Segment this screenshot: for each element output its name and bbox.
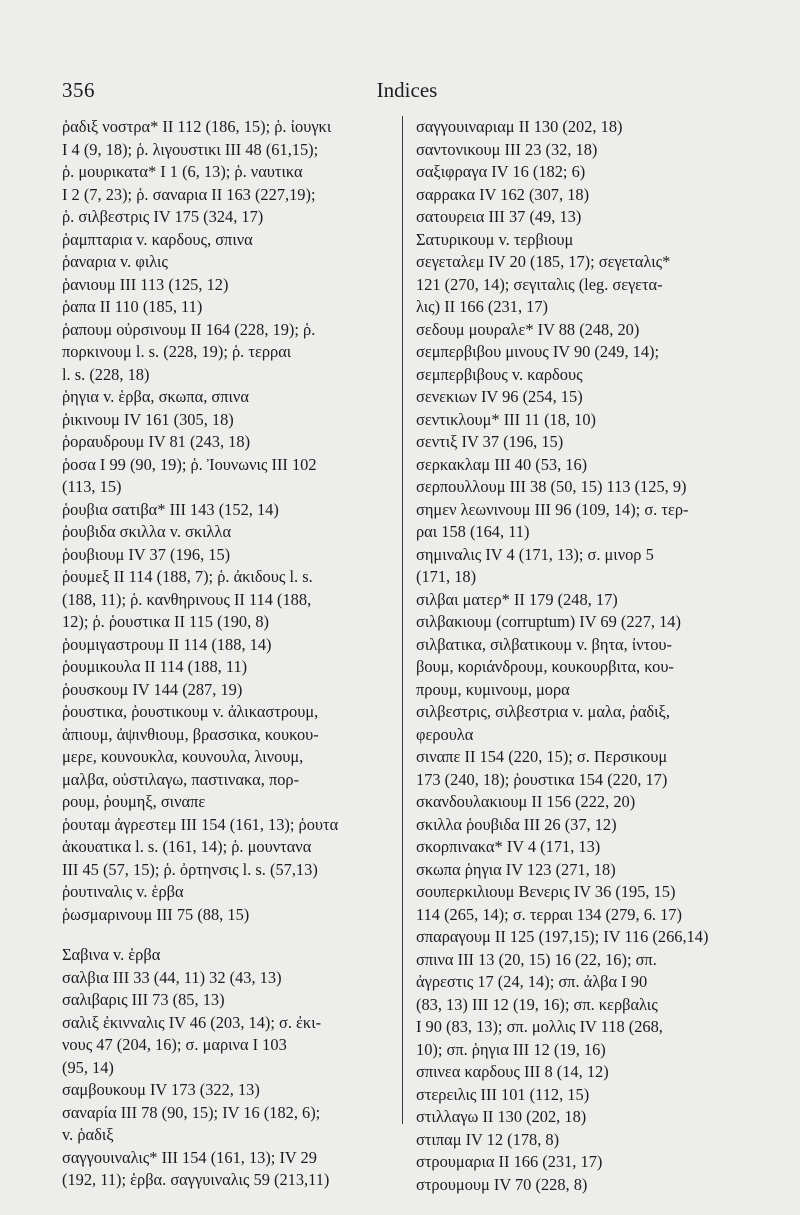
index-line: 12); ῥ. ῥουστικα II 115 (190, 8) bbox=[62, 612, 269, 631]
index-line: ῥοσα I 99 (90, 19); ῥ. Ἰουνωνις III 102 bbox=[62, 454, 317, 474]
index-line: σαλιξ ἐκινναλις IV 46 (203, 14); σ. ἐκι- bbox=[62, 1012, 322, 1032]
index-line: 173 (240, 18); ῥουστικα 154 (220, 17) bbox=[416, 769, 668, 789]
index-line: στιλλαγω II 130 (202, 18) bbox=[416, 1107, 587, 1126]
index-line: ῥανιουμ III 113 (125, 12) bbox=[62, 274, 229, 294]
index-column-right bbox=[416, 116, 756, 1196]
index-line: σημεν λεωνινουμ III 96 (109, 14); σ. τερ- bbox=[416, 499, 689, 519]
index-line: λις) II 166 (231, 17) bbox=[416, 297, 548, 316]
index-line: σιλβαι ματερ* II 179 (248, 17) bbox=[416, 589, 618, 609]
index-line: ῥουμιγαστρουμ II 114 (188, 14) bbox=[62, 634, 272, 654]
index-line: σενεκιων IV 96 (254, 15) bbox=[416, 387, 583, 406]
index-line: σπαραγουμ II 125 (197,15); IV 116 (266,14) bbox=[416, 927, 709, 946]
index-line: ρουμ, ῥουμηξ, σιναπε bbox=[62, 792, 206, 811]
column-divider bbox=[402, 116, 403, 1124]
index-line: σεντιξ IV 37 (196, 15) bbox=[416, 432, 564, 451]
index-line: σαξιφραγα IV 16 (182; 6) bbox=[416, 162, 586, 181]
index-line: σαναρία III 78 (90, 15); IV 16 (182, 6); bbox=[62, 1102, 321, 1122]
index-line: σεμπερβιβους v. καρδους bbox=[416, 364, 583, 384]
index-line: στρουμαρια II 166 (231, 17) bbox=[416, 1152, 603, 1171]
index-line: σκιλλα ῥουβιδα III 26 (37, 12) bbox=[416, 814, 617, 834]
page-number: 356 bbox=[62, 78, 95, 102]
index-line: σιναπε II 154 (220, 15); σ. Περσικουμ bbox=[416, 747, 668, 766]
index-line: Σατυρικουμ v. τερβιουμ bbox=[416, 229, 574, 249]
index-line: ῥικινουμ IV 161 (305, 18) bbox=[62, 409, 234, 429]
index-line: ῥουταμ ἀγρεστεμ III 154 (161, 13); ῥουτα bbox=[62, 814, 339, 834]
index-line: ραι 158 (164, 11) bbox=[416, 522, 530, 541]
index-line: σεντικλουμ* III 11 (18, 10) bbox=[416, 409, 596, 429]
index-line: ἀγρεστις 17 (24, 14); σπ. ἀλβα I 90 bbox=[416, 972, 648, 991]
index-column-left bbox=[62, 116, 402, 1192]
index-line: σεδουμ μουραλε* IV 88 (248, 20) bbox=[416, 319, 640, 339]
index-line: I 90 (83, 13); σπ. μολλις IV 118 (268, bbox=[416, 1017, 663, 1036]
index-line: (83, 13) III 12 (19, 16); σπ. κερβαλις bbox=[416, 994, 658, 1014]
index-line: ῥουβιδα σκιλλα v. σκιλλα bbox=[62, 522, 232, 541]
index-line: σαγγουιναριαμ II 130 (202, 18) bbox=[416, 117, 623, 136]
index-line: νους 47 (204, 16); σ. μαρινα I 103 bbox=[62, 1035, 287, 1054]
index-line: ῥαναρια v. φιλις bbox=[62, 252, 168, 271]
index-line: σημιναλις IV 4 (171, 13); σ. μινορ 5 bbox=[416, 544, 654, 564]
index-line: ῥουσκουμ IV 144 (287, 19) bbox=[62, 679, 243, 699]
index-line: μαλβα, οὐστιλαγω, παστινακα, πορ- bbox=[62, 769, 300, 789]
index-line: (171, 18) bbox=[416, 567, 477, 586]
index-line: ῥουβιουμ IV 37 (196, 15) bbox=[62, 544, 231, 564]
index-line: ῥουμικουλα II 114 (188, 11) bbox=[62, 657, 248, 676]
index-line: φερουλα bbox=[416, 724, 474, 744]
index-line: v. ῥαδιξ bbox=[62, 1125, 114, 1144]
index-line: ῥ. σιλβεστρις IV 175 (324, 17) bbox=[62, 207, 264, 226]
index-line: σαγγουιναλις* III 154 (161, 13); IV 29 bbox=[62, 1147, 317, 1167]
index-line: σκωπα ῥηγια IV 123 (271, 18) bbox=[416, 859, 616, 879]
index-line: (113, 15) bbox=[62, 477, 122, 496]
index-line: ῥηγια v. ἑρβα, σκωπα, σπινα bbox=[62, 387, 249, 406]
index-line: ῥοραυδρουμ IV 81 (243, 18) bbox=[62, 432, 251, 451]
page-header bbox=[62, 78, 752, 104]
index-line: σαντονικουμ III 23 (32, 18) bbox=[416, 139, 598, 159]
index-line: I 2 (7, 23); ῥ. σαναρια II 163 (227,19); bbox=[62, 184, 316, 204]
index-line: 121 (270, 14); σεγιταλις (leg. σεγετα- bbox=[416, 274, 663, 294]
index-line: Σαβινα v. ἑρβα bbox=[62, 945, 161, 964]
index-line: 114 (265, 14); σ. τερραι 134 (279, 6. 17) bbox=[416, 904, 682, 924]
index-line: ἀκουατικα l. s. (161, 14); ῥ. μουντανα bbox=[62, 837, 312, 856]
index-line: βουμ, κοριάνδρουμ, κουκουρβιτα, κου- bbox=[416, 657, 674, 676]
index-line: ῥωσμαρινουμ III 75 (88, 15) bbox=[62, 904, 250, 924]
index-line: σκορπινακα* IV 4 (171, 13) bbox=[416, 837, 601, 856]
index-line: στιπαμ IV 12 (178, 8) bbox=[416, 1129, 560, 1149]
index-line: 10); σπ. ῥηγια III 12 (19, 16) bbox=[416, 1039, 606, 1059]
index-line: σαλβια III 33 (44, 11) 32 (43, 13) bbox=[62, 967, 282, 987]
index-line: μερε, κουνουκλα, κουνουλα, λινουμ, bbox=[62, 747, 304, 766]
index-line: ῥ. μουρικατα* I 1 (6, 13); ῥ. ναυτικα bbox=[62, 162, 303, 181]
index-line: ῥαδιξ νοστρα* II 112 (186, 15); ῥ. ἰουγκι bbox=[62, 117, 332, 136]
index-line: III 45 (57, 15); ῥ. ὀρτηνσις l. s. (57,13) bbox=[62, 859, 318, 879]
index-line: ῥουστικα, ῥουστικουμ v. ἀλικαστρουμ, bbox=[62, 702, 319, 721]
index-line: σερπουλλουμ III 38 (50, 15) 113 (125, 9) bbox=[416, 477, 687, 496]
index-line: σαλιβαρις III 73 (85, 13) bbox=[62, 990, 225, 1009]
index-line: προυμ, κυμινουμ, μορα bbox=[416, 679, 570, 699]
index-line: στρουμουμ IV 70 (228, 8) bbox=[416, 1174, 588, 1194]
running-head: Indices bbox=[376, 78, 438, 102]
index-line: ῥαπουμ οὐρσινουμ II 164 (228, 19); ῥ. bbox=[62, 319, 316, 339]
index-line: (188, 11); ῥ. κανθηρινους II 114 (188, bbox=[62, 589, 312, 609]
index-line: σπινα III 13 (20, 15) 16 (22, 16); σπ. bbox=[416, 949, 657, 969]
index-line: σιλβακιουμ (corruptum) IV 69 (227, 14) bbox=[416, 612, 681, 631]
index-line: σιλβεστρις, σιλβεστρια v. μαλα, ῥαδιξ, bbox=[416, 702, 670, 721]
index-line: ῥουτιναλις v. ἑρβα bbox=[62, 882, 184, 901]
index-line: ῥουβια σατιβα* III 143 (152, 14) bbox=[62, 499, 279, 519]
index-line: ῥαπα II 110 (185, 11) bbox=[62, 297, 203, 316]
index-line: ἀπιουμ, ἀψινθιουμ, βρασσικα, κουκου- bbox=[62, 724, 319, 744]
index-line: σιλβατικα, σιλβατικουμ v. βητα, ἰντου- bbox=[416, 634, 673, 654]
index-line: σεγεταλεμ IV 20 (185, 17); σεγεταλις* bbox=[416, 252, 671, 271]
index-line: ῥουμεξ II 114 (188, 7); ῥ. ἀκιδους l. s. bbox=[62, 567, 313, 586]
index-line: σεμπερβιβου μινους IV 90 (249, 14); bbox=[416, 342, 660, 361]
index-line: πορκινουμ l. s. (228, 19); ῥ. τερραι bbox=[62, 342, 292, 361]
index-line: σαρρακα IV 162 (307, 18) bbox=[416, 184, 590, 204]
index-line: σπινεα καρδους III 8 (14, 12) bbox=[416, 1062, 609, 1081]
index-line: σατουρεια III 37 (49, 13) bbox=[416, 207, 582, 226]
index-line: I 4 (9, 18); ῥ. λιγουστικι III 48 (61,15); bbox=[62, 139, 319, 159]
index-line: σουπερκιλιουμ Βενερις IV 36 (195, 15) bbox=[416, 882, 676, 901]
index-line: (192, 11); ἑρβα. σαγγυιναλις 59 (213,11) bbox=[62, 1170, 330, 1189]
index-line: σκανδουλακιουμ II 156 (222, 20) bbox=[416, 792, 636, 811]
index-line: l. s. (228, 18) bbox=[62, 364, 150, 384]
index-line: (95, 14) bbox=[62, 1057, 114, 1077]
index-line: σαμβουκουμ IV 173 (322, 13) bbox=[62, 1080, 260, 1099]
index-line: σερκακλαμ III 40 (53, 16) bbox=[416, 454, 588, 474]
index-line: στερειλις III 101 (112, 15) bbox=[416, 1084, 590, 1104]
index-line: ῥαμπταρια v. καρδους, σπινα bbox=[62, 229, 253, 249]
